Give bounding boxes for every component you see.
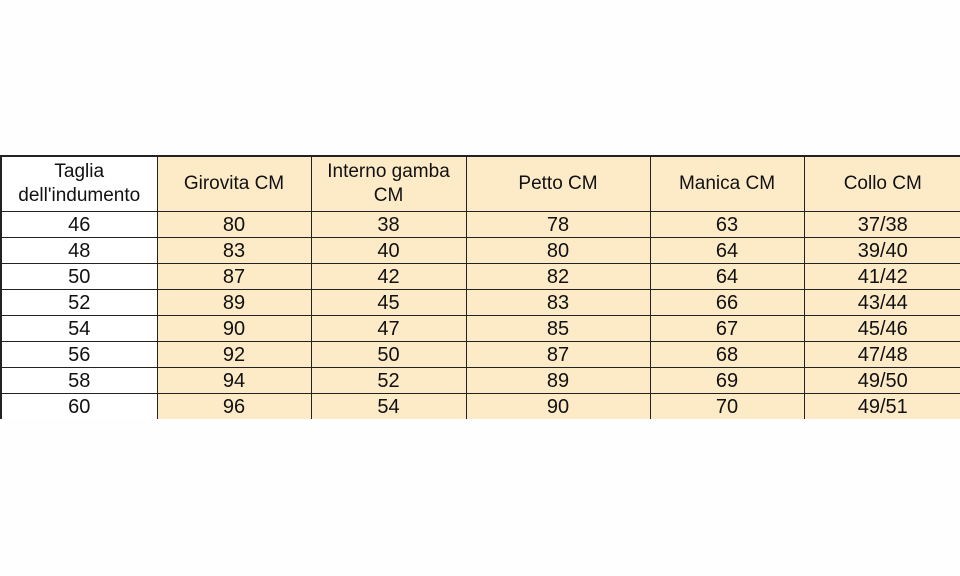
cell-neck: 47/48: [804, 342, 960, 368]
cell-waist: 94: [157, 368, 311, 394]
cell-sleeve: 66: [650, 290, 804, 316]
cell-chest: 87: [466, 342, 650, 368]
table-row: [1, 394, 960, 420]
cell-inseam: 47: [311, 316, 466, 342]
header-chest: Petto CM: [466, 156, 650, 212]
cell-sleeve: 69: [650, 368, 804, 394]
cell-neck: 49/51: [804, 394, 960, 420]
cell-sleeve: 63: [650, 212, 804, 238]
cell-chest: 89: [466, 368, 650, 394]
cell-size: 56: [1, 342, 157, 368]
cell-sleeve: 64: [650, 238, 804, 264]
cell-size: 48: [1, 238, 157, 264]
cell-waist: 96: [157, 394, 311, 420]
cell-waist: 87: [157, 264, 311, 290]
cell-size: 46: [1, 212, 157, 238]
header-waist: Girovita CM: [157, 156, 311, 212]
table-row: [1, 342, 960, 368]
cell-waist: 90: [157, 316, 311, 342]
cell-inseam: 50: [311, 342, 466, 368]
header-row: [1, 156, 960, 212]
table-row: [1, 290, 960, 316]
cell-chest: 82: [466, 264, 650, 290]
table-row: [1, 238, 960, 264]
table-row: [1, 212, 960, 238]
header-size: Taglia dell'indumento: [1, 156, 157, 212]
cell-neck: 41/42: [804, 264, 960, 290]
table-row: [1, 368, 960, 394]
header-neck: Collo CM: [804, 156, 960, 212]
cell-neck: 37/38: [804, 212, 960, 238]
cell-chest: 90: [466, 394, 650, 420]
cell-size: 60: [1, 394, 157, 420]
cell-inseam: 52: [311, 368, 466, 394]
size-table: [0, 155, 960, 419]
header-inseam: Interno gamba CM: [311, 156, 466, 212]
cell-neck: 45/46: [804, 316, 960, 342]
cell-waist: 80: [157, 212, 311, 238]
cell-inseam: 42: [311, 264, 466, 290]
size-chart: [0, 155, 960, 419]
cell-size: 50: [1, 264, 157, 290]
cell-waist: 89: [157, 290, 311, 316]
cell-sleeve: 64: [650, 264, 804, 290]
cell-chest: 78: [466, 212, 650, 238]
cell-inseam: 40: [311, 238, 466, 264]
cell-inseam: 45: [311, 290, 466, 316]
cell-sleeve: 70: [650, 394, 804, 420]
header-sleeve: Manica CM: [650, 156, 804, 212]
cell-chest: 83: [466, 290, 650, 316]
table-row: [1, 316, 960, 342]
cell-inseam: 38: [311, 212, 466, 238]
cell-inseam: 54: [311, 394, 466, 420]
cell-size: 54: [1, 316, 157, 342]
cell-neck: 43/44: [804, 290, 960, 316]
cell-chest: 80: [466, 238, 650, 264]
cell-neck: 39/40: [804, 238, 960, 264]
cell-size: 52: [1, 290, 157, 316]
table-row: [1, 264, 960, 290]
cell-sleeve: 67: [650, 316, 804, 342]
cell-size: 58: [1, 368, 157, 394]
cell-waist: 83: [157, 238, 311, 264]
cell-chest: 85: [466, 316, 650, 342]
cell-neck: 49/50: [804, 368, 960, 394]
cell-sleeve: 68: [650, 342, 804, 368]
cell-waist: 92: [157, 342, 311, 368]
